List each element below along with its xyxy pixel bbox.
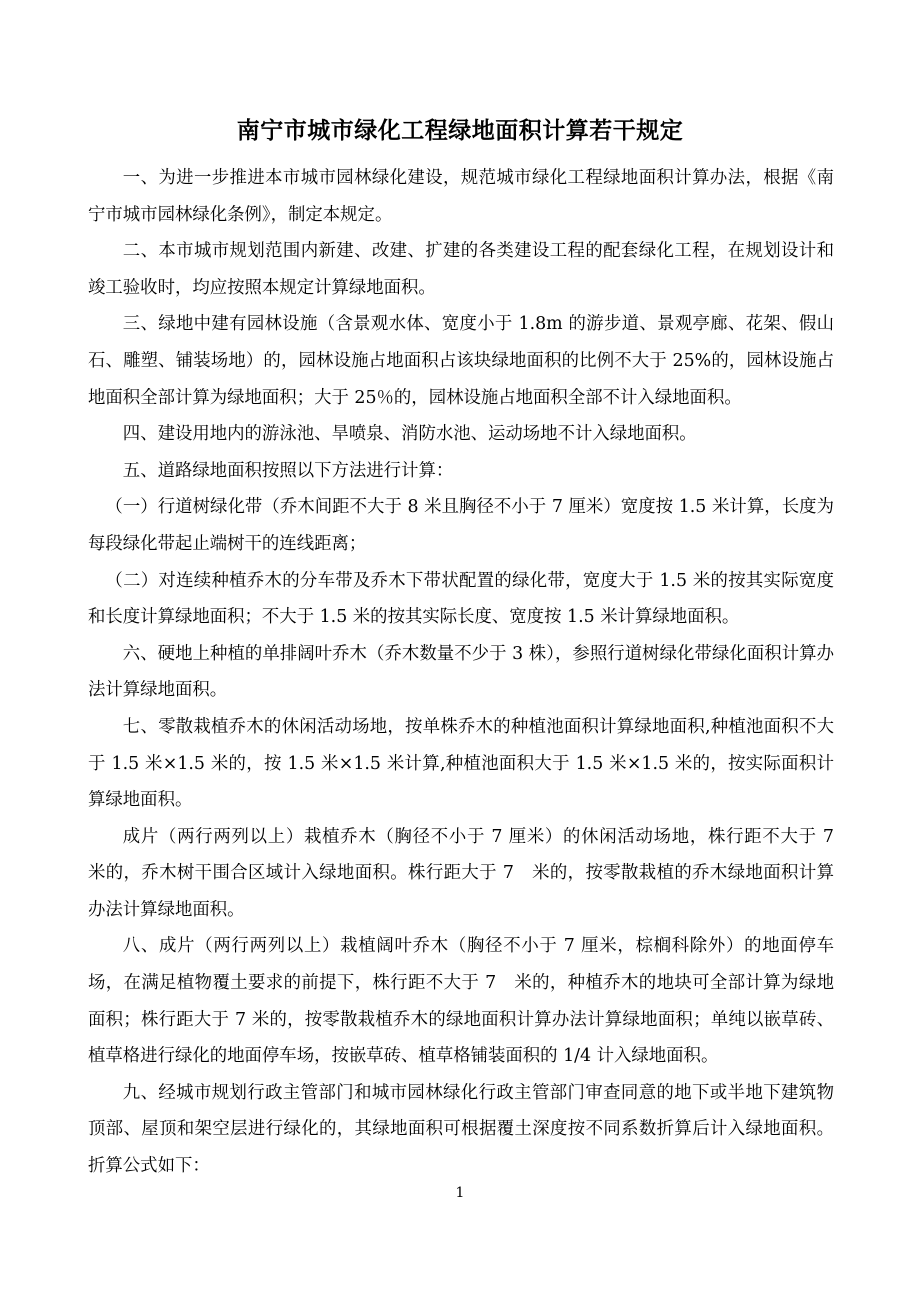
paragraph-2: 二、本市城市规划范围内新建、改建、扩建的各类建设工程的配套绿化工程，在规划设计和竣工验收时，均应按照本规定计算绿地面积。 — [88, 241, 834, 298]
paragraph-8: 八、成片（两行两列以上）栽植阔叶乔木（胸径不小于 7 厘米，棕榈科除外）的地面停车场，在满足植物覆土要求的前提下，株行距不大于 7 米的，种植乔木的地块可全部计算为绿地面积；株行距大于 7 米的，按零散栽植乔木的绿地面积计算办法计算绿地面积；单纯以嵌草砖、植草格进行绿化的地面停车场，按嵌草砖、植草格铺装面积的 1/4 计入绿地面积。 — [88, 936, 834, 1067]
paragraph-7-continued: 成片（两行两列以上）栽植乔木（胸径不小于 7 厘米）的休闲活动场地，株行距不大于 7 米的，乔木树干围合区域计入绿地面积。株行距大于 7 米的，按零散栽植的乔木绿地面积计算办法计算绿地面积。 — [88, 826, 852, 920]
paragraph-5-item-2: （二）对连续种植乔木的分车带及乔木下带状配置的绿化带，宽度大于 1.5 米的按其实际宽度和长度计算绿地面积；不大于 1.5 米的按其实际长度、宽度按 1.5 米计算绿地面积。 — [88, 570, 834, 628]
page-number: 1 — [455, 1185, 465, 1201]
paragraph-9: 九、经城市规划行政主管部门和城市园林绿化行政主管部门审查同意的地下或半地下建筑物顶部、屋顶和架空层进行绿化的，其绿地面积可根据覆土深度按不同系数折算后计入绿地面积。折算公式如下： — [88, 1082, 834, 1177]
paragraph-3: 三、绿地中建有园林设施（含景观水体、宽度小于 1.8m 的游步道、景观亭廊、花架、假山石、雕塑、铺装场地）的，园林设施占地面积占该块绿地面积的比例不大于 25%的，园林设施占地面积全部计算为绿地面积；大于 25％的，园林设施占地面积全部不计入绿地面积。 — [88, 314, 834, 408]
paragraph-1: 一、为进一步推进本市城市园林绿化建设，规范城市绿化工程绿地面积计算办法，根据《南宁市城市园林绿化条例》，制定本规定。 — [88, 168, 834, 225]
paragraph-4: 四、建设用地内的游泳池、旱喷泉、消防水池、运动场地不计入绿地面积。 — [122, 424, 697, 445]
document-body — [88, 160, 852, 1185]
paragraph-7: 七、零散栽植乔木的休闲活动场地，按单株乔木的种植池面积计算绿地面积,种植池面积不大于 1.5 米×1.5 米的，按 1.5 米×1.5 米计算,种植池面积大于 1.5 米×1.5 米的，按实际面积计算绿地面积。 — [88, 716, 834, 811]
paragraph-5: 五、道路绿地面积按照以下方法进行计算： — [122, 460, 454, 481]
document-title: 南宁市城市绿化工程绿地面积计算若干规定 — [236, 118, 684, 144]
paragraph-6: 六、硬地上种植的单排阔叶乔木（乔木数量不少于 3 株），参照行道树绿化带绿化面积计算办法计算绿地面积。 — [88, 643, 834, 701]
paragraph-5-item-1: （一）行道树绿化带（乔木间距不大于 8 米且胸径不小于 7 厘米）宽度按 1.5 米计算，长度为每段绿化带起止端树干的连线距离； — [88, 497, 834, 554]
